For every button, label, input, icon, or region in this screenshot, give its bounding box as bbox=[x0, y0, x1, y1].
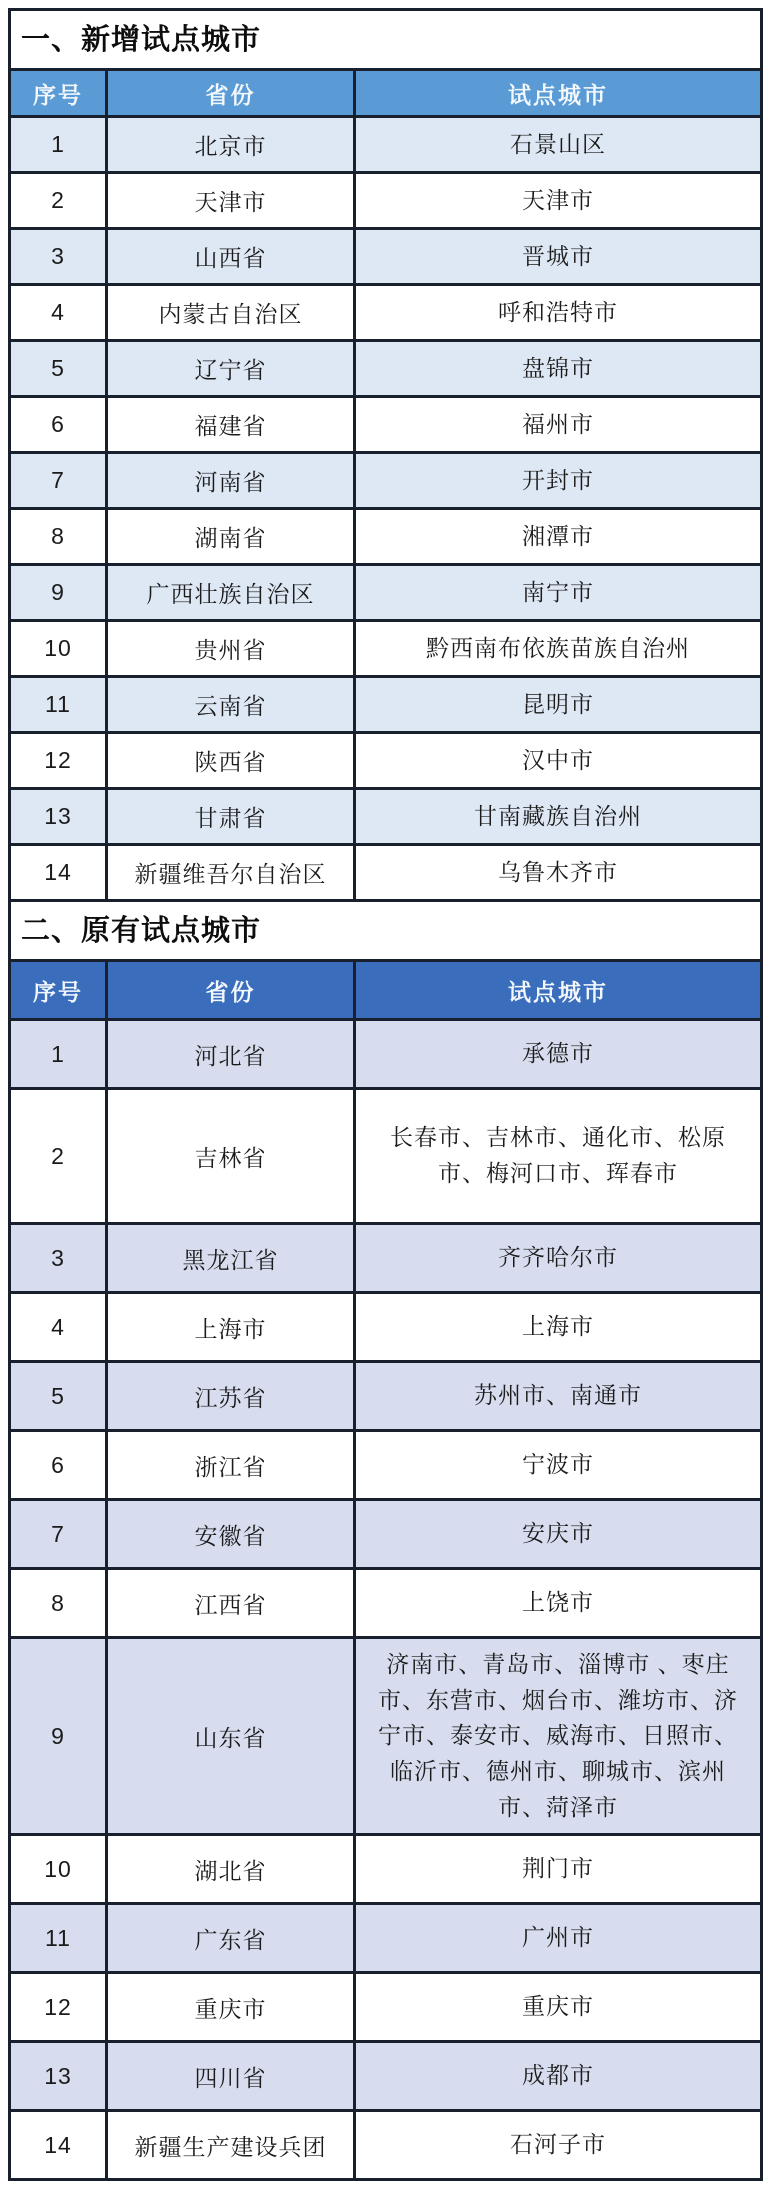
table-row bbox=[10, 1904, 762, 1973]
cell-province: 山西省 bbox=[107, 229, 355, 285]
cell-cities: 盘锦市 bbox=[355, 341, 762, 397]
cell-no: 3 bbox=[10, 1224, 107, 1293]
cell-no: 13 bbox=[10, 789, 107, 845]
cell-cities: 昆明市 bbox=[355, 677, 762, 733]
table-row bbox=[10, 845, 762, 901]
cell-no: 13 bbox=[10, 2042, 107, 2111]
table-row bbox=[10, 1020, 762, 1089]
table-row bbox=[10, 1362, 762, 1431]
cell-cities: 晋城市 bbox=[355, 229, 762, 285]
cell-province: 江西省 bbox=[107, 1569, 355, 1638]
column-header-province: 省份 bbox=[107, 961, 355, 1020]
cell-no: 9 bbox=[10, 565, 107, 621]
cell-no: 1 bbox=[10, 1020, 107, 1089]
cell-province: 辽宁省 bbox=[107, 341, 355, 397]
cell-cities: 南宁市 bbox=[355, 565, 762, 621]
cell-cities: 齐齐哈尔市 bbox=[355, 1224, 762, 1293]
table-row bbox=[10, 621, 762, 677]
table-row bbox=[10, 397, 762, 453]
table-row bbox=[10, 1973, 762, 2042]
table-row bbox=[10, 733, 762, 789]
cell-no: 14 bbox=[10, 845, 107, 901]
cell-province: 安徽省 bbox=[107, 1500, 355, 1569]
cell-cities: 黔西南布依族苗族自治州 bbox=[355, 621, 762, 677]
cell-province: 湖北省 bbox=[107, 1835, 355, 1904]
section-1-title-row bbox=[10, 10, 762, 70]
cell-no: 11 bbox=[10, 1904, 107, 1973]
cell-no: 5 bbox=[10, 341, 107, 397]
cell-cities: 上饶市 bbox=[355, 1569, 762, 1638]
cell-no: 10 bbox=[10, 621, 107, 677]
cell-no: 7 bbox=[10, 1500, 107, 1569]
cell-no: 4 bbox=[10, 1293, 107, 1362]
table-row bbox=[10, 789, 762, 845]
cell-province: 广东省 bbox=[107, 1904, 355, 1973]
table-row bbox=[10, 1224, 762, 1293]
table-row bbox=[10, 677, 762, 733]
cell-no: 6 bbox=[10, 397, 107, 453]
cell-cities: 荆门市 bbox=[355, 1835, 762, 1904]
table-row bbox=[10, 1835, 762, 1904]
cell-no: 10 bbox=[10, 1835, 107, 1904]
cell-cities: 呼和浩特市 bbox=[355, 285, 762, 341]
table-row bbox=[10, 1431, 762, 1500]
cell-no: 9 bbox=[10, 1638, 107, 1835]
cell-cities: 广州市 bbox=[355, 1904, 762, 1973]
section-1-title: 一、新增试点城市 bbox=[10, 10, 762, 70]
table-row bbox=[10, 2111, 762, 2180]
cell-province: 福建省 bbox=[107, 397, 355, 453]
cell-province: 山东省 bbox=[107, 1638, 355, 1835]
new-pilot-cities-table bbox=[8, 8, 763, 902]
cell-no: 12 bbox=[10, 733, 107, 789]
cell-no: 1 bbox=[10, 117, 107, 173]
cell-no: 14 bbox=[10, 2111, 107, 2180]
cell-cities: 天津市 bbox=[355, 173, 762, 229]
cell-cities: 汉中市 bbox=[355, 733, 762, 789]
cell-cities: 石河子市 bbox=[355, 2111, 762, 2180]
cell-no: 6 bbox=[10, 1431, 107, 1500]
cell-no: 3 bbox=[10, 229, 107, 285]
column-header-cities: 试点城市 bbox=[355, 70, 762, 117]
cell-cities: 重庆市 bbox=[355, 1973, 762, 2042]
cell-province: 吉林省 bbox=[107, 1089, 355, 1224]
table-row bbox=[10, 285, 762, 341]
cell-province: 河南省 bbox=[107, 453, 355, 509]
cell-cities: 济南市、青岛市、淄博市 、枣庄市、东营市、烟台市、潍坊市、济宁市、泰安市、威海市、日照市、临沂市、德州市、聊城市、滨州市、菏泽市 bbox=[355, 1638, 762, 1835]
cell-cities: 宁波市 bbox=[355, 1431, 762, 1500]
cell-province: 湖南省 bbox=[107, 509, 355, 565]
cell-province: 陕西省 bbox=[107, 733, 355, 789]
cell-province: 上海市 bbox=[107, 1293, 355, 1362]
cell-no: 7 bbox=[10, 453, 107, 509]
cell-cities: 苏州市、南通市 bbox=[355, 1362, 762, 1431]
table-row bbox=[10, 341, 762, 397]
cell-province: 广西壮族自治区 bbox=[107, 565, 355, 621]
cell-province: 云南省 bbox=[107, 677, 355, 733]
table-row bbox=[10, 229, 762, 285]
section-2-title: 二、原有试点城市 bbox=[10, 901, 762, 961]
cell-cities: 承德市 bbox=[355, 1020, 762, 1089]
column-header-no: 序号 bbox=[10, 961, 107, 1020]
table-row bbox=[10, 565, 762, 621]
cell-province: 甘肃省 bbox=[107, 789, 355, 845]
cell-province: 新疆生产建设兵团 bbox=[107, 2111, 355, 2180]
cell-cities: 安庆市 bbox=[355, 1500, 762, 1569]
cell-province: 新疆维吾尔自治区 bbox=[107, 845, 355, 901]
cell-cities: 甘南藏族自治州 bbox=[355, 789, 762, 845]
cell-no: 2 bbox=[10, 173, 107, 229]
cell-province: 贵州省 bbox=[107, 621, 355, 677]
cell-province: 重庆市 bbox=[107, 1973, 355, 2042]
cell-cities: 开封市 bbox=[355, 453, 762, 509]
cell-cities: 福州市 bbox=[355, 397, 762, 453]
table-row bbox=[10, 1089, 762, 1224]
table-row bbox=[10, 1569, 762, 1638]
cell-no: 12 bbox=[10, 1973, 107, 2042]
section-1-header-row bbox=[10, 70, 762, 117]
cell-cities: 成都市 bbox=[355, 2042, 762, 2111]
cell-no: 8 bbox=[10, 509, 107, 565]
column-header-province: 省份 bbox=[107, 70, 355, 117]
cell-province: 河北省 bbox=[107, 1020, 355, 1089]
cell-no: 4 bbox=[10, 285, 107, 341]
section-2-header-row bbox=[10, 961, 762, 1020]
original-pilot-cities-table bbox=[8, 899, 763, 2181]
table-row bbox=[10, 453, 762, 509]
table-row bbox=[10, 1500, 762, 1569]
cell-province: 内蒙古自治区 bbox=[107, 285, 355, 341]
cell-cities: 湘潭市 bbox=[355, 509, 762, 565]
column-header-no: 序号 bbox=[10, 70, 107, 117]
cell-province: 江苏省 bbox=[107, 1362, 355, 1431]
cell-province: 天津市 bbox=[107, 173, 355, 229]
cell-no: 5 bbox=[10, 1362, 107, 1431]
cell-no: 2 bbox=[10, 1089, 107, 1224]
column-header-cities: 试点城市 bbox=[355, 961, 762, 1020]
table-row bbox=[10, 1293, 762, 1362]
cell-province: 黑龙江省 bbox=[107, 1224, 355, 1293]
cell-no: 8 bbox=[10, 1569, 107, 1638]
cell-province: 浙江省 bbox=[107, 1431, 355, 1500]
table-row bbox=[10, 1638, 762, 1835]
section-2-title-row bbox=[10, 901, 762, 961]
cell-cities: 长春市、吉林市、通化市、松原市、梅河口市、珲春市 bbox=[355, 1089, 762, 1224]
table-row bbox=[10, 2042, 762, 2111]
table-row bbox=[10, 173, 762, 229]
cell-cities: 石景山区 bbox=[355, 117, 762, 173]
table-row bbox=[10, 509, 762, 565]
cell-no: 11 bbox=[10, 677, 107, 733]
table-row bbox=[10, 117, 762, 173]
cell-cities: 乌鲁木齐市 bbox=[355, 845, 762, 901]
cell-province: 北京市 bbox=[107, 117, 355, 173]
cell-province: 四川省 bbox=[107, 2042, 355, 2111]
cell-cities: 上海市 bbox=[355, 1293, 762, 1362]
